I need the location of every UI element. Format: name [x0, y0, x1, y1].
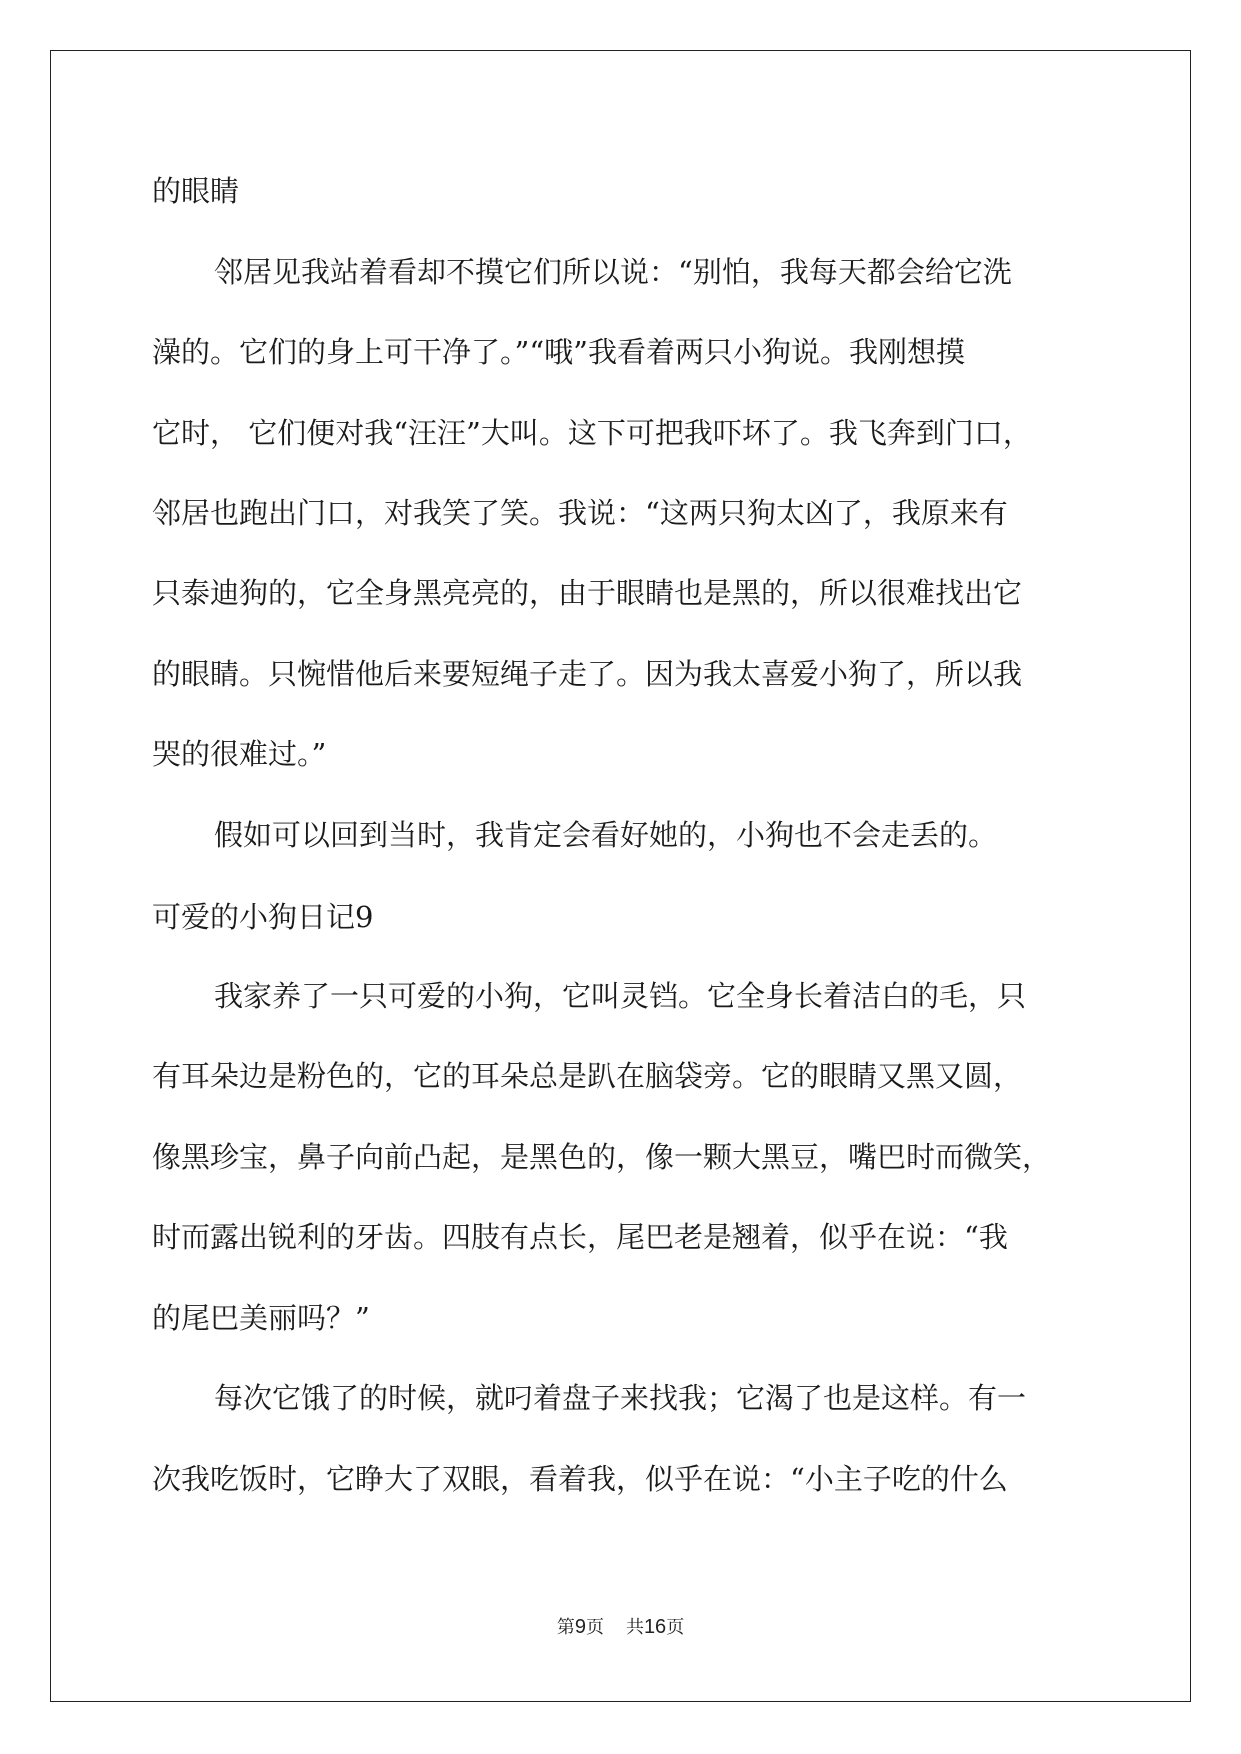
total-suffix: 页 — [666, 1617, 685, 1638]
text-line: 我家养了一只可爱的小狗，它叫灵铛。它全身长着洁白的毛，只 — [214, 979, 1027, 1013]
text-line: 次我吃饭时，它睁大了双眼，看着我，似乎在说：“小主子吃的什么 — [152, 1462, 1008, 1496]
text-line: 有耳朵边是粉色的，它的耳朵总是趴在脑袋旁。它的眼睛又黑又圆， — [152, 1059, 1023, 1093]
text-line: 每次它饿了的时候，就叼着盘子来找我；它渴了也是这样。有一 — [214, 1381, 1027, 1415]
text-line: 假如可以回到当时，我肯定会看好她的，小狗也不会走丢的。 — [214, 818, 998, 852]
page-prefix: 第 — [556, 1617, 575, 1638]
text-line: 哭的很难过。” — [152, 737, 327, 771]
text-line: 的眼睛。只惋惜他后来要短绳子走了。因为我太喜爱小狗了，所以我 — [152, 657, 1023, 691]
text-line: 的尾巴美丽吗？” — [152, 1301, 370, 1335]
text-line: 邻居见我站着看却不摸它们所以说：“别怕，我每天都会给它洗 — [214, 255, 1012, 289]
text-line: 时而露出锐利的牙齿。四肢有点长，尾巴老是翘着，似乎在说：“我 — [152, 1220, 1008, 1254]
page-footer — [0, 1613, 1241, 1639]
total-pages: 16 — [643, 1616, 667, 1638]
section-heading: 可爱的小狗日记9 — [152, 900, 374, 934]
text-line: 它时， 它们便对我“汪汪”大叫。这下可把我吓坏了。我飞奔到门口， — [152, 416, 1032, 450]
text-line: 邻居也跑出门口，对我笑了笑。我说：“这两只狗太凶了，我原来有 — [152, 496, 1008, 530]
text-line: 像黑珍宝，鼻子向前凸起，是黑色的，像一颗大黑豆，嘴巴时而微笑， — [152, 1140, 1052, 1174]
text-line: 的眼睛 — [152, 174, 240, 208]
page-border — [50, 50, 1191, 1702]
text-line: 只泰迪狗的，它全身黑亮亮的，由于眼睛也是黑的，所以很难找出它 — [152, 576, 1023, 610]
page-number: 9 — [574, 1616, 586, 1638]
page-suffix: 页 — [585, 1617, 604, 1638]
total-prefix: 共 — [625, 1617, 644, 1638]
text-line: 澡的。它们的身上可干净了。”“哦”我看着两只小狗说。我刚想摸 — [152, 335, 965, 369]
